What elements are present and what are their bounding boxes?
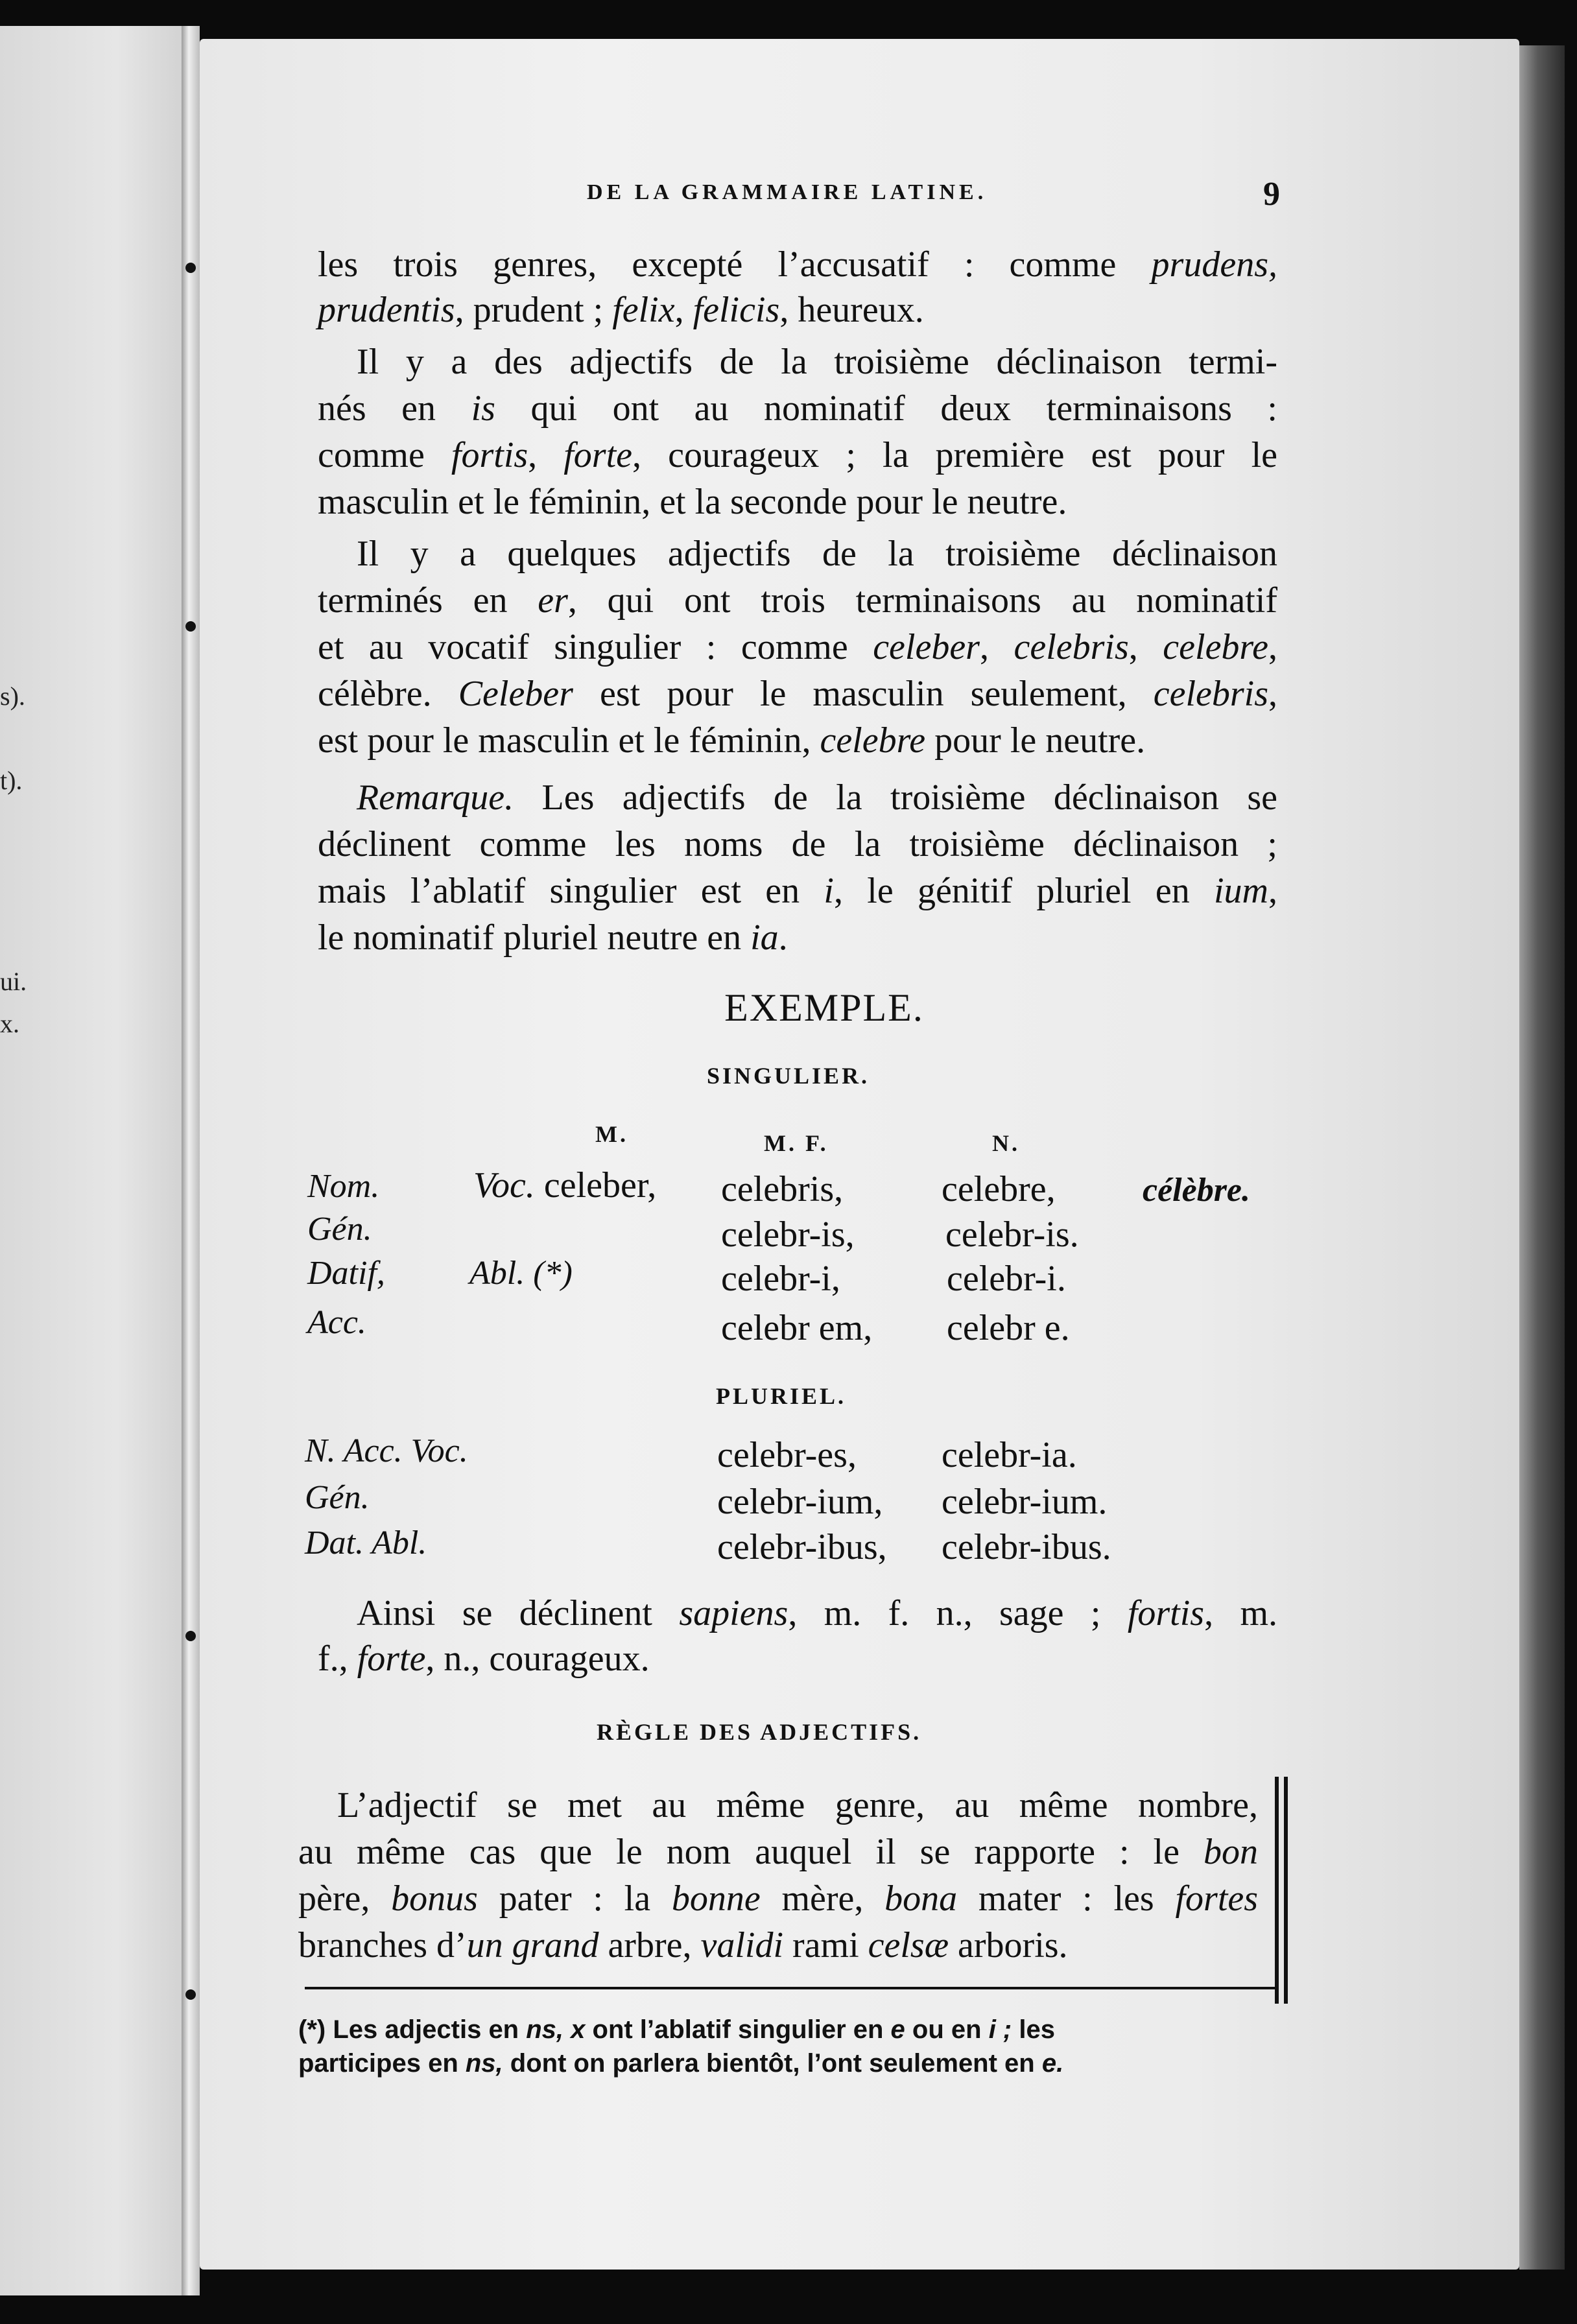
facing-page-fragment: ui. [0,967,27,996]
binding-stitch [185,1631,196,1641]
text-line: prudentis, prudent ; felix, felicis, heureux. [318,290,924,330]
case-label-extra: Abl. (*) [469,1255,573,1292]
facing-page-fragment: s). [0,682,25,711]
column-header-mf: M. F. [764,1130,829,1156]
declension-cell: celebre, [942,1169,1056,1209]
section-heading: RÈGLE DES ADJECTIFS. [597,1719,922,1745]
book-gutter [182,26,200,2295]
text-line: masculin et le féminin, et la seconde pour le neutre. [318,482,1067,522]
facing-page [0,26,195,2295]
text-line: L’adjectif se met au même genre, au même nombre, [337,1785,1258,1825]
case-label: Datif, [307,1255,385,1292]
text-line: célèbre. Celeber est pour le masculin seulement, celebris, [318,674,1278,714]
text-line: Il y a des adjectifs de la troisième déclinaison termi- [357,342,1277,382]
binding-stitch [185,263,196,273]
declension-cell: celebr em, [721,1308,873,1348]
case-label: N. Acc. Voc. [305,1432,468,1469]
binding-stitch [185,1989,196,2000]
singular-heading: SINGULIER. [707,1063,870,1089]
text-line: père, bonus pater : la bonne mère, bona mater : les fortes [298,1879,1259,1919]
text-line: Il y a quelques adjectifs de la troisième déclinaison [357,534,1277,574]
case-label: Nom. [307,1168,380,1205]
page-edge-shadow [1519,45,1565,2270]
declension-cell: Voc. celeber, [473,1165,657,1205]
text-line: comme fortis, forte, courageux ; la première est pour le [318,435,1277,475]
text-line: nés en is qui ont au nominatif deux terminaisons : [318,388,1277,429]
declension-cell: celebr-is, [721,1215,855,1255]
declension-cell: celebr-is. [945,1215,1079,1255]
example-title: EXEMPLE. [724,986,924,1029]
text-line: au même cas que le nom auquel il se rapporte : le bon [298,1832,1258,1872]
declension-cell: celebr-es, [717,1435,857,1475]
footnote-rule [305,1987,1277,1989]
text-line: déclinent comme les noms de la troisième déclinaison ; [318,824,1277,864]
text-line: est pour le masculin et le féminin, celebre pour le neutre. [318,720,1146,761]
running-title: DE LA GRAMMAIRE LATINE. [587,180,988,204]
declension-cell: celebr-ibus. [942,1527,1111,1567]
plural-heading: PLURIEL. [716,1383,847,1409]
case-label: Gén. [307,1211,372,1248]
text-line: f., forte, n., courageux. [318,1639,650,1679]
declension-cell: celebr-ium. [942,1482,1108,1522]
footnote-line: (*) Les adjectis en ns, x ont l’ablatif singulier en e ou en i ; les [298,2015,1055,2044]
text-line: Remarque. Les adjectifs de la troisième déclinaison se [357,777,1277,818]
text-line: mais l’ablatif singulier est en i, le génitif pluriel en ium, [318,871,1277,911]
declension-cell: celebr-ibus, [717,1527,887,1567]
facing-page-fragment: t). [0,766,23,795]
declension-cell: celebr-i, [721,1259,840,1299]
case-label: Acc. [307,1304,366,1341]
footnote-line: participes en ns, dont on parlera bientôt, l’ont seulement en e. [298,2049,1064,2078]
declension-cell: celebr e. [947,1308,1070,1348]
case-label: Dat. Abl. [305,1524,427,1561]
text-line: le nominatif pluriel neutre en ia. [318,918,788,958]
declension-cell: celebr-ium, [717,1482,883,1522]
text-line: terminés en er, qui ont trois terminaisons au nominatif [318,580,1277,621]
text-line: et au vocatif singulier : comme celeber, celebris, celebre, [318,627,1277,667]
facing-page-fragment: x. [0,1009,19,1038]
declension-cell: celebr-ia. [942,1435,1077,1475]
binding-stitch [185,621,196,632]
case-label: Gén. [305,1479,370,1516]
gloss: célèbre. [1143,1172,1251,1209]
text-line: branches d’un grand arbre, validi rami celsæ arboris. [298,1925,1068,1965]
page-number: 9 [1263,176,1280,213]
text-line: les trois genres, excepté l’accusatif : comme prudens, [318,244,1277,285]
declension-cell: celebr-i. [947,1259,1066,1299]
column-header-m: M. [595,1121,628,1147]
column-header-n: N. [992,1130,1020,1156]
text-line: Ainsi se déclinent sapiens, m. f. n., sage ; fortis, m. [357,1593,1278,1633]
declension-cell: celebris, [721,1169,844,1209]
margin-bracket [1275,1777,1279,2004]
